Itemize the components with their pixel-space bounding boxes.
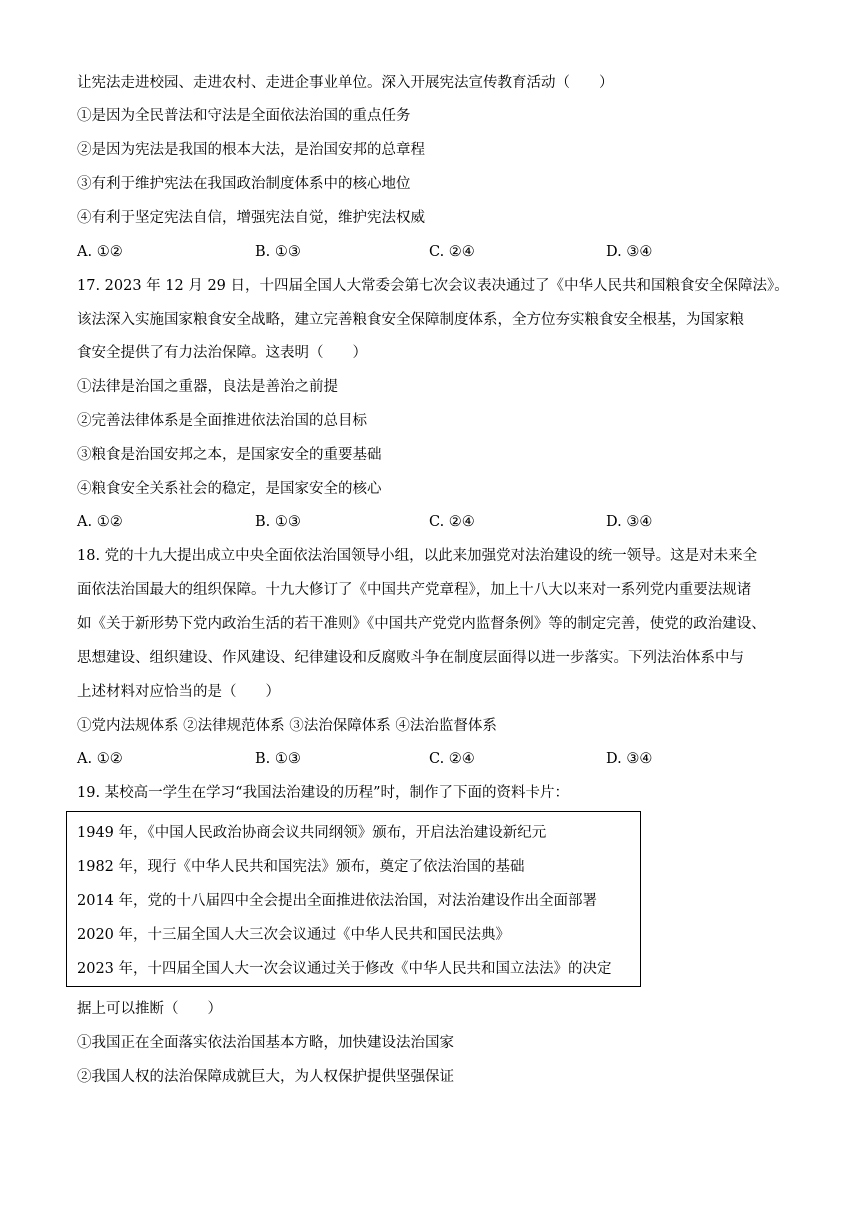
q17-item-4: ④粮食安全关系社会的稳定，是国家安全的核心 [77, 481, 382, 497]
q17-option-a[interactable]: A. ①② [77, 514, 123, 530]
q18-option-d[interactable]: D. ③④ [606, 751, 653, 767]
q18-stem-line-3: 如《关于新形势下党内政治生活的若干准则》《中国共产党党内监督条例》等的制定完善，使党的政治建设、 [77, 616, 766, 632]
q17-stem-line-2: 该法深入实施国家粮食安全战略，建立完善粮食安全保障制度体系，全方位夯实粮食安全根基，为国家粮 [77, 312, 744, 328]
q17-item-3: ③粮食是治国安邦之本，是国家安全的重要基础 [77, 447, 382, 463]
q18-stem-line-2: 面依法治国最大的组织保障。十九大修订了《中国共产党章程》，加上十八大以来对一系列党内重要法规诸 [77, 582, 752, 598]
q18-items: ①党内法规体系 ②法律规范体系 ③法治保障体系 ④法治监督体系 [77, 718, 497, 734]
q19-item-2: ②我国人权的法治保障成就巨大，为人权保护提供坚强保证 [77, 1069, 454, 1085]
q16-options [77, 242, 777, 262]
q17-stem-line-3: 食安全提供了有力法治保障。这表明（ ） [77, 345, 367, 361]
q19-card-row-4: 2020 年，十三届全国人大三次会议通过《中华人民共和国民法典》 [77, 927, 511, 943]
q17-options [77, 512, 777, 532]
q17-item-1: ①法律是治国之重器，良法是善治之前提 [77, 379, 338, 395]
q17-stem-line-1: 17. 2023 年 12 月 29 日，十四届全国人大常委会第七次会议表决通过了《中华人民共和国粮食安全保障法》。 [77, 278, 789, 294]
q16-item-2: ②是因为宪法是我国的根本大法，是治国安邦的总章程 [77, 142, 425, 158]
q19-card-row-5: 2023 年，十四届全国人大一次会议通过关于修改《中华人民共和国立法法》的决定 [77, 961, 612, 977]
q19-info-card [66, 811, 641, 987]
q16-stem: 让宪法走进校园、走进农村、走进企事业单位。深入开展宪法宣传教育活动（ ） [77, 75, 614, 91]
q18-stem-line-1: 18. 党的十九大提出成立中央全面依法治国领导小组，以此来加强党对法治建设的统一领导。这是对未来全 [77, 548, 758, 564]
q16-option-c[interactable]: C. ②④ [429, 244, 475, 260]
q19-card-row-3: 2014 年，党的十八届四中全会提出全面推进依法治国，对法治建设作出全面部署 [77, 893, 598, 909]
q17-option-d[interactable]: D. ③④ [606, 514, 653, 530]
q17-item-2: ②完善法律体系是全面推进依法治国的总目标 [77, 413, 367, 429]
q16-option-b[interactable]: B. ①③ [255, 244, 301, 260]
q16-option-a[interactable]: A. ①② [77, 244, 123, 260]
q18-stem-line-4: 思想建设、组织建设、作风建设、纪律建设和反腐败斗争在制度层面得以进一步落实。下列法治体系中与 [77, 650, 744, 666]
q18-stem-line-5: 上述材料对应恰当的是（ ） [77, 684, 280, 700]
q16-item-1: ①是因为全民普法和守法是全面依法治国的重点任务 [77, 108, 411, 124]
q18-option-a[interactable]: A. ①② [77, 751, 123, 767]
q19-item-1: ①我国正在全面落实依法治国基本方略，加快建设法治国家 [77, 1035, 454, 1051]
q16-item-4: ④有利于坚定宪法自信，增强宪法自觉，维护宪法权威 [77, 210, 425, 226]
q18-options [77, 749, 777, 769]
q19-card-row-2: 1982 年，现行《中华人民共和国宪法》颁布，奠定了依法治国的基础 [77, 859, 525, 875]
q16-item-3: ③有利于维护宪法在我国政治制度体系中的核心地位 [77, 176, 411, 192]
q19-question: 据上可以推断（ ） [77, 1001, 222, 1017]
q17-option-c[interactable]: C. ②④ [429, 514, 475, 530]
q18-option-c[interactable]: C. ②④ [429, 751, 475, 767]
q19-stem: 19. 某校高一学生在学习“我国法治建设的历程”时，制作了下面的资料卡片： [77, 785, 569, 801]
q17-option-b[interactable]: B. ①③ [255, 514, 301, 530]
q16-option-d[interactable]: D. ③④ [606, 244, 653, 260]
q19-card-row-1: 1949 年，《中国人民政治协商会议共同纲领》颁布，开启法治建设新纪元 [77, 825, 547, 841]
q18-option-b[interactable]: B. ①③ [255, 751, 301, 767]
